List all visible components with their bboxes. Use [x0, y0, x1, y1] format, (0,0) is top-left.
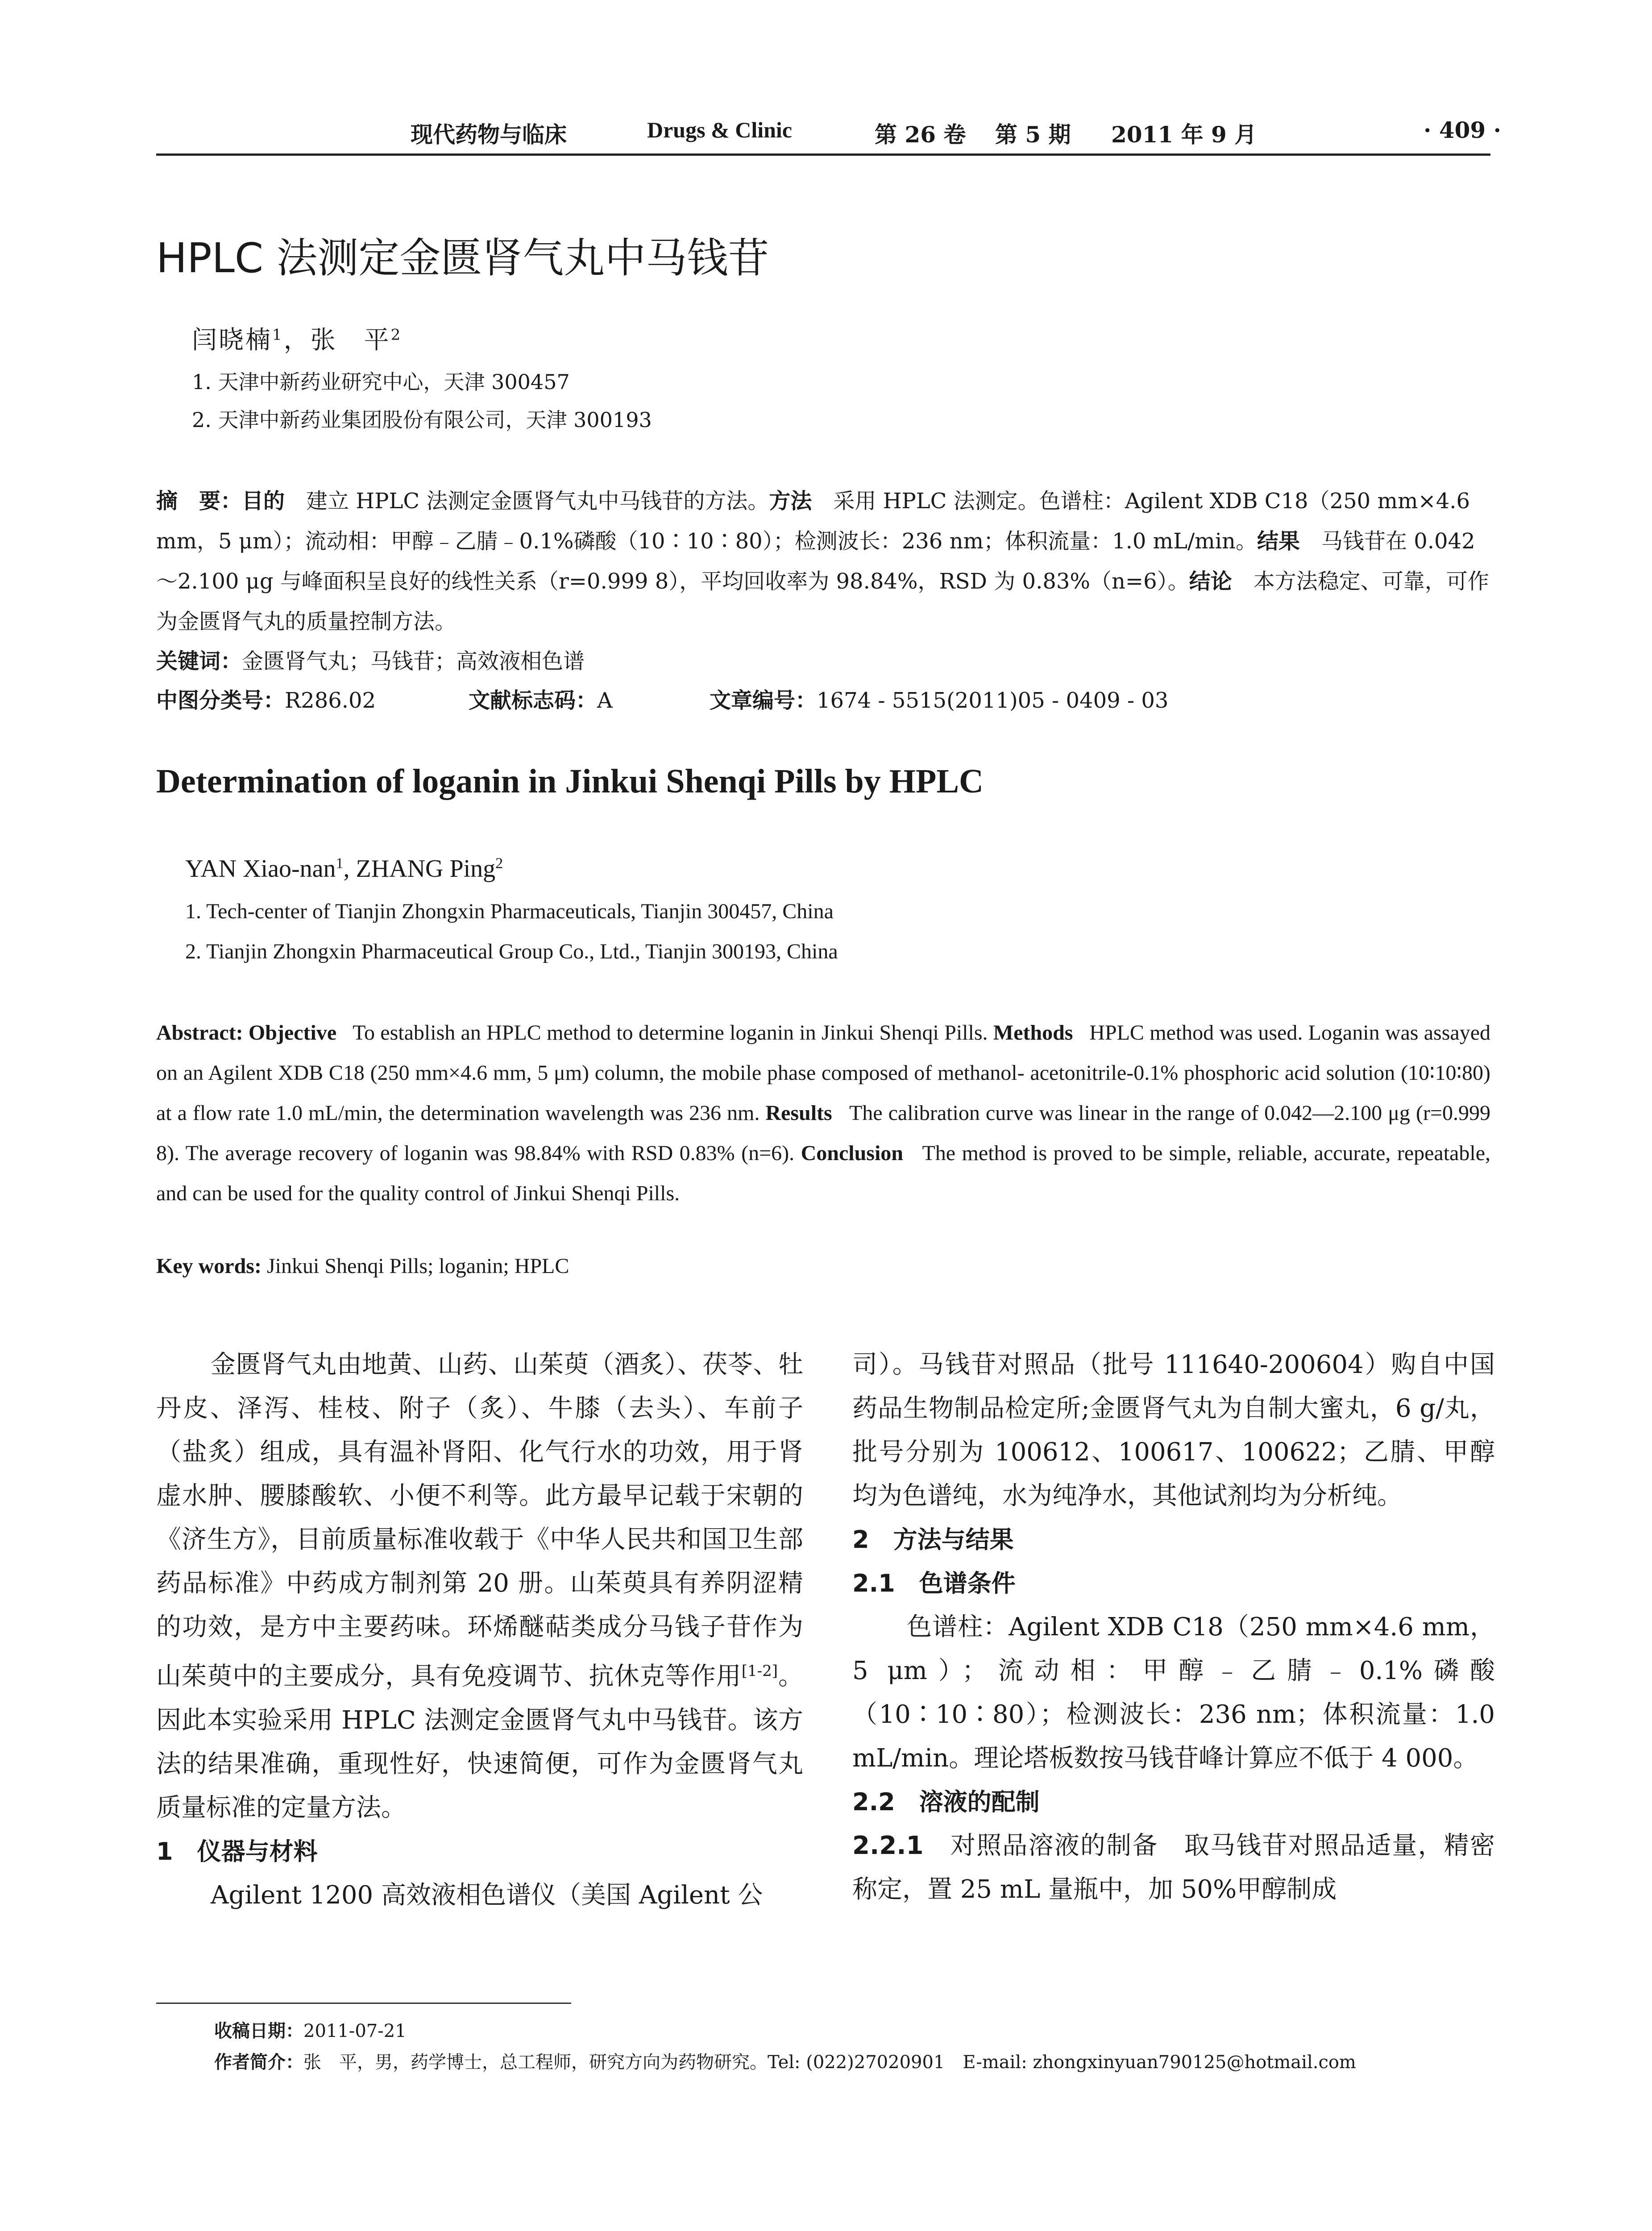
received-value: 2011-07-21: [303, 2021, 407, 2041]
article-code: [710, 680, 1168, 721]
author-bio: [214, 2048, 1356, 2073]
issue-date: 2011 年 9 月: [1111, 121, 1257, 148]
methods-en-text: HPLC method was used. Loganin was assayed on an Agilent XDB C18 (250 mm×4.6 mm, 5 μm) column, the mobile phase composed of methanol- acetonitrile-0.1% phosphoric acid solution (10∶10∶80) at a flow rate 1.0 mL/min, the determination wavelength was 236 nm.: [156, 1021, 1491, 1125]
clc-code: [156, 680, 376, 721]
doc-code: [469, 680, 613, 721]
author-separator: ，: [283, 326, 311, 355]
doc-label: 文献标志码：: [469, 688, 598, 713]
keywords-en-text: Jinkui Shenqi Pills; loganin; HPLC: [266, 1254, 569, 1278]
doc-value: A: [597, 688, 613, 713]
abstract-en: [156, 1013, 1490, 1214]
author-1: 闫晓楠: [192, 326, 272, 355]
author-en-separator: ,: [343, 855, 356, 883]
methods-text: 采用 HPLC 法测定。色谱柱：Agilent XDB C18（250 mm×4.6 mm，5 μm）；流动相：甲醇﹣乙腈﹣0.1%磷酸（10∶10∶80）；检测波长：236 nm；体积流量：1.0 mL/min。: [156, 489, 1470, 554]
bio-label: 作者简介：: [214, 2052, 303, 2073]
section-1-heading: 1 仪器与材料: [156, 1837, 318, 1866]
author-1-sup: 1: [272, 326, 284, 344]
intro-citation: [1-2]: [741, 1662, 778, 1680]
affiliation-cn-2: 2. 天津中新药业集团股份有限公司，天津 300193: [192, 408, 652, 432]
page-number: · 409 ·: [1424, 117, 1501, 143]
section-2-2-heading: 2.2 溶液的配制: [852, 1788, 1040, 1816]
keywords-en-label: Key words:: [156, 1254, 261, 1278]
body-right-column: [852, 1343, 1495, 1912]
abstract-cn-label: 摘 要：: [156, 489, 242, 514]
conclusion-en-text: The method is proved to be simple, reliable, accurate, repeatable, and can be used for the quality control of Jinkui Shenqi Pills.: [156, 1141, 1491, 1205]
objective-en-label: Objective: [248, 1021, 337, 1045]
objective-label: 目的: [242, 489, 285, 514]
results-label: 结果: [1257, 529, 1300, 554]
journal-name-cn: 现代药物与临床: [411, 122, 567, 148]
author-2-sup: 2: [390, 326, 403, 344]
methods-en-label: Methods: [993, 1021, 1073, 1045]
footnote-rule: [156, 2003, 571, 2004]
intro-text: 金匮肾气丸由地黄、山药、山茱萸（酒炙）、茯苓、牡丹皮、泽泻、桂枝、附子（炙）、牛膝（去头）、车前子（盐炙）组成，具有温补肾阳、化气行水的功效，用于肾虚水肿、腰膝酸软、小便不利等。此方最早记载于宋朝的《济生方》，目前质量标准收载于《中华人民共和国卫生部药品标准》中药成方制剂第 20 册。山茱萸具有养阴涩精的功效，是方中主要药味。环烯醚萜类成分马钱子苷作为山茱萸中的主要成分，具有免疫调节、抗休克等作用: [156, 1350, 803, 1691]
section-2-1-heading: 2.1 色谱条件: [852, 1569, 1016, 1597]
received-label: 收稿日期：: [214, 2021, 303, 2041]
header-rule: [156, 153, 1490, 156]
authors-cn: [192, 320, 402, 356]
journal-name-en: Drugs & Clinic: [647, 117, 792, 142]
article-value: 1674 - 5515(2011)05 - 0409 - 03: [817, 688, 1169, 713]
objective-text: 建立 HPLC 法测定金匮肾气丸中马钱苷的方法。: [306, 489, 769, 514]
author-en-1: YAN Xiao-nan: [185, 855, 336, 883]
section-2-2-1-text: 对照品溶液的制备 取马钱苷对照品适量，精密称定，置 25 mL 量瓶中，加 50%甲醇制成: [852, 1831, 1495, 1904]
running-header: [156, 117, 1501, 148]
bio-text: 张 平，男，药学博士，总工程师，研究方向为药物研究。Tel: (022)27020901 E-mail: zhongxinyuan790125@hotmail.com: [303, 2052, 1356, 2073]
article-label: 文章编号：: [710, 688, 817, 713]
author-2: 张 平: [310, 326, 391, 355]
objective-en-text: To establish an HPLC method to determine loganin in Jinkui Shenqi Pills.: [353, 1021, 988, 1045]
section-1-text: Agilent 1200 高效液相色谱仪（美国 Agilent 公: [211, 1880, 763, 1910]
body-left-column: [156, 1343, 803, 1917]
section-2-1-text: 色谱柱：Agilent XDB C18（250 mm×4.6 mm，5 μm）；流动相：甲醇﹣乙腈﹣0.1%磷酸（10∶10∶80）；检测波长：236 nm；体积流量：1.0 mL/min。理论塔板数按马钱苷峰计算应不低于 4 000。: [852, 1613, 1495, 1773]
results-en-text: The calibration curve was linear in the range of 0.042—2.100 μg (r=0.999 8). The average recovery of loganin was 98.84% with RSD 0.83% (n=6).: [156, 1101, 1491, 1165]
issue: 第 5 期: [995, 121, 1071, 148]
affiliation-en-1: 1. Tech-center of Tianjin Zhongxin Pharmaceuticals, Tianjin 300457, China: [185, 900, 834, 923]
methods-label: 方法: [769, 489, 812, 514]
section-2-2-1-para: [852, 1824, 1495, 1912]
clc-label: 中图分类号：: [156, 688, 285, 713]
keywords-cn-text: 金匮肾气丸；马钱苷；高效液相色谱: [242, 649, 585, 674]
conclusion-text: 本方法稳定、可靠，可作为金匮肾气丸的质量控制方法。: [156, 569, 1489, 634]
volume: 第 26 卷: [875, 121, 966, 148]
results-en-label: Results: [765, 1101, 832, 1125]
intro-paragraph: [156, 1343, 803, 1830]
author-en-2-sup: 2: [495, 855, 503, 872]
title-en: Determination of loganin in Jinkui Shenqi Pills by HPLC: [156, 763, 984, 800]
keywords-cn-label: 关键词：: [156, 649, 242, 674]
keywords-en: [156, 1254, 569, 1278]
materials-cont: 司）。马钱苷对照品（批号 111640-200604）购自中国药品生物制品检定所;金匮肾气丸为自制大蜜丸，6 g/丸，批号分别为 100612、100617、100622；乙腈、甲醇均为色谱纯，水为纯净水，其他试剂均为分析纯。: [852, 1350, 1495, 1510]
title-cn: HPLC 法测定金匮肾气丸中马钱苷: [156, 234, 769, 282]
author-en-1-sup: 1: [336, 855, 344, 872]
clc-value: R286.02: [285, 688, 376, 713]
affiliation-en-2: 2. Tianjin Zhongxin Pharmaceutical Group Co., Ltd., Tianjin 300193, China: [185, 940, 838, 963]
author-en-2: ZHANG Ping: [356, 855, 496, 883]
keywords-cn: [156, 641, 1490, 681]
classification-line: [156, 680, 1490, 721]
results-text: 马钱苷在 0.042～2.100 μg 与峰面积呈良好的线性关系（r=0.999 8），平均回收率为 98.84%，RSD 为 0.83%（n=6）。: [156, 529, 1475, 594]
authors-en: [185, 854, 503, 883]
section-2-2-1-label: 2.2.1: [852, 1831, 924, 1860]
abstract-en-label: Abstract:: [156, 1021, 243, 1045]
conclusion-label: 结论: [1189, 569, 1232, 594]
conclusion-en-label: Conclusion: [801, 1141, 903, 1165]
section-2-heading: 2 方法与结果: [852, 1526, 1014, 1554]
received-date: [214, 2017, 407, 2042]
abstract-cn: [156, 481, 1490, 642]
affiliation-cn-1: 1. 天津中新药业研究中心，天津 300457: [192, 370, 570, 394]
intro-text-cont: 。因此本实验采用 HPLC 法测定金匮肾气丸中马钱苷。该方法的结果准确，重现性好，快速简便，可作为金匮肾气丸质量标准的定量方法。: [156, 1662, 804, 1822]
